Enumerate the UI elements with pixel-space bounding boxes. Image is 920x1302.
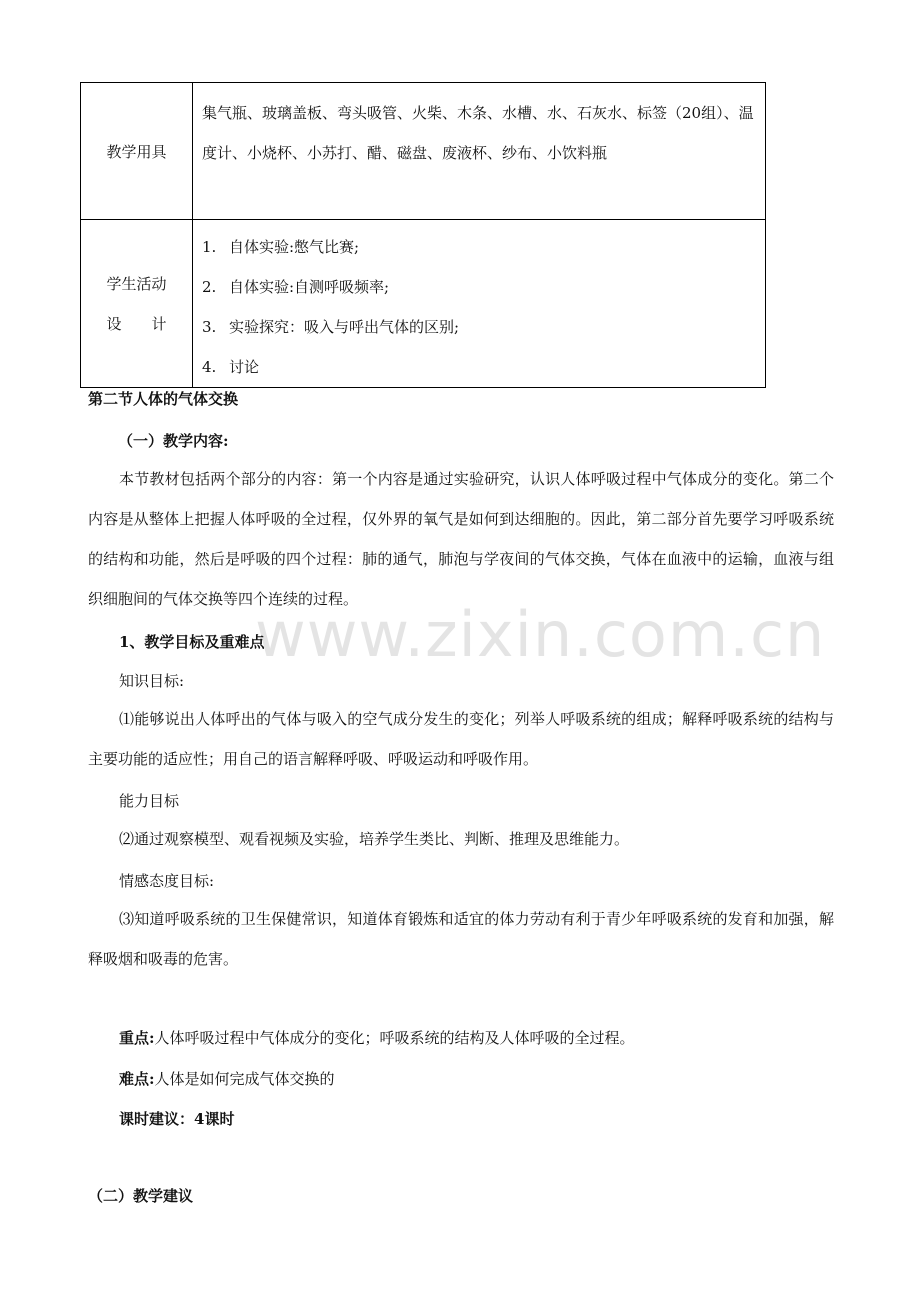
activities-label-line2: 设 计 — [106, 314, 167, 333]
list-item — [202, 307, 759, 347]
watermark: www.zixin.com.cn — [255, 598, 826, 671]
list-item — [202, 227, 759, 267]
difficulty-point — [119, 1068, 335, 1089]
tools-content: 集气瓶、玻璃盖板、弯头吸管、火柴、木条、水槽、水、石灰水、标签（20组）、温度计、小烧杯、小苏打、醋、磁盘、废液杯、纱布、小饮料瓶 — [202, 104, 754, 162]
key-point-text: 人体呼吸过程中气体成分的变化；呼吸系统的结构及人体呼吸的全过程。 — [154, 1029, 635, 1047]
key-point — [119, 1027, 635, 1048]
knowledge-label: 知识目标: — [119, 672, 185, 690]
tools-label: 教学用具 — [106, 142, 167, 161]
subsection-title-suggestions: （二）教学建议 — [88, 1187, 194, 1205]
intro-paragraph — [88, 459, 834, 619]
activities-content-cell — [193, 220, 766, 388]
difficulty-label: 难点: — [119, 1070, 155, 1088]
info-table — [80, 82, 766, 388]
table-row-activities — [81, 220, 766, 388]
item-text: 讨论 — [229, 358, 260, 376]
key-point-label: 重点: — [119, 1029, 155, 1047]
item-text: 自体实验:憋气比赛; — [229, 238, 360, 256]
activities-label-cell — [81, 220, 193, 388]
intro-text: 本节教材包括两个部分的内容：第一个内容是通过实验研究，认识人体呼吸过程中气体成分的变化。第二个内容是从整体上把握人体呼吸的全过程，仅外界的氧气是如何到达细胞的。因此，第二部分首先要学习呼吸系统的结构和功能，然后是呼吸的四个过程：肺的通气，肺泡与学夜间的气体交换，气体在血液中的运输，血液与组织细胞间的气体交换等四个连续的过程。 — [88, 470, 834, 608]
item-number: 2. — [202, 278, 217, 296]
emotion-paragraph — [88, 899, 834, 979]
subsection-title-content: （一）教学内容: — [118, 432, 229, 450]
hours-suggestion: 课时建议：4课时 — [119, 1110, 235, 1128]
knowledge-paragraph — [88, 699, 834, 779]
item-number: 3. — [202, 318, 217, 336]
ability-label: 能力目标 — [119, 792, 180, 810]
ability-paragraph — [88, 819, 834, 859]
emotion-label: 情感态度目标: — [119, 872, 215, 890]
emotion-text: ⑶知道呼吸系统的卫生保健常识，知道体育锻炼和适宜的体力劳动有利于青少年呼吸系统的发育和加强，解释吸烟和吸毒的危害。 — [88, 910, 834, 968]
list-item — [202, 347, 759, 387]
tools-content-cell — [193, 83, 766, 220]
goals-title: 1、教学目标及重难点 — [119, 633, 265, 651]
item-number: 1. — [202, 238, 217, 256]
difficulty-text: 人体是如何完成气体交换的 — [154, 1070, 335, 1088]
list-item — [202, 267, 759, 307]
tools-label-cell — [81, 83, 193, 220]
item-number: 4. — [202, 358, 217, 376]
knowledge-text: ⑴能够说出人体呼出的气体与吸入的空气成分发生的变化；列举人呼吸系统的组成；解释呼吸系统的结构与主要功能的适应性；用自己的语言解释呼吸、呼吸运动和呼吸作用。 — [88, 710, 834, 768]
section-title: 第二节人体的气体交换 — [88, 390, 239, 408]
ability-text: ⑵通过观察模型、观看视频及实验，培养学生类比、判断、推理及思维能力。 — [119, 830, 630, 848]
item-text: 自体实验:自测呼吸频率; — [229, 278, 390, 296]
table-row-tools — [81, 83, 766, 220]
item-text: 实验探究：吸入与呼出气体的区别; — [229, 318, 460, 336]
activities-label-line1: 学生活动 — [106, 274, 167, 293]
